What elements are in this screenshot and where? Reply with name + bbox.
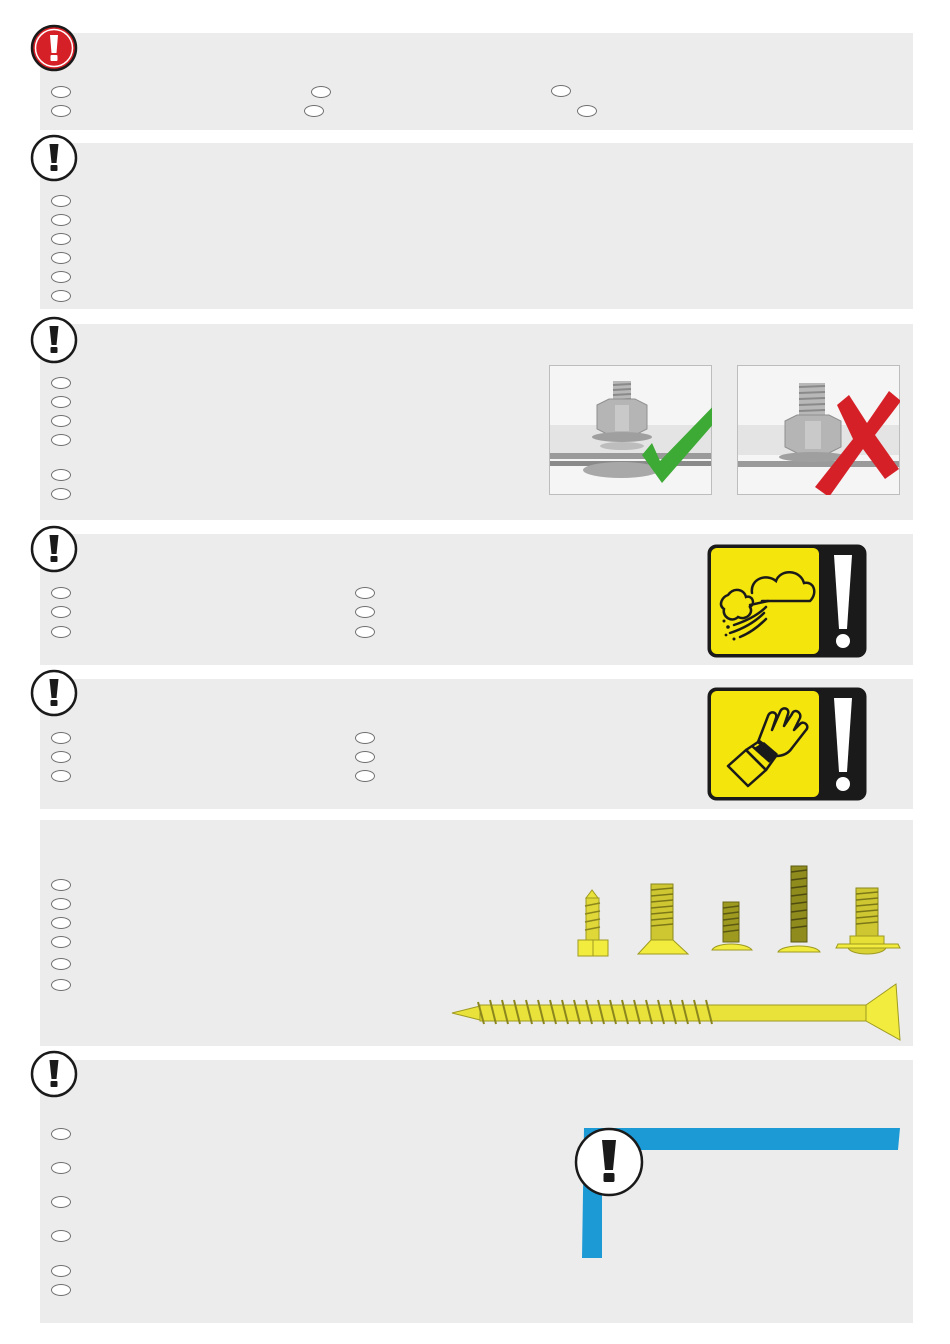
list-bullet <box>51 879 71 891</box>
list-bullet <box>51 434 71 446</box>
list-bullet <box>51 469 71 481</box>
warning-exclamation-icon <box>30 1050 78 1098</box>
list-bullet <box>51 86 71 98</box>
list-bullet <box>577 105 597 117</box>
gloves-required-sticker <box>706 686 868 802</box>
bolt-images <box>570 860 905 960</box>
danger-panel <box>40 33 913 130</box>
list-bullet <box>51 1128 71 1140</box>
list-bullet <box>51 396 71 408</box>
list-bullet <box>51 587 71 599</box>
warning-exclamation-icon <box>30 134 78 182</box>
nut-correct-image <box>549 365 712 495</box>
list-bullet <box>51 488 71 500</box>
list-bullet <box>51 751 71 763</box>
list-bullet <box>311 86 331 98</box>
list-bullet <box>51 732 71 744</box>
list-bullet <box>51 979 71 991</box>
list-bullet <box>51 233 71 245</box>
list-bullet <box>355 770 375 782</box>
list-bullet <box>551 85 571 97</box>
list-bullet <box>51 290 71 302</box>
list-bullet <box>51 898 71 910</box>
list-bullet <box>51 606 71 618</box>
list-bullet <box>51 770 71 782</box>
warning-exclamation-icon <box>30 669 78 717</box>
list-bullet <box>51 1196 71 1208</box>
list-bullet <box>304 105 324 117</box>
warning-panel-1 <box>40 143 913 309</box>
list-bullet <box>51 1284 71 1296</box>
list-bullet <box>51 214 71 226</box>
list-bullet <box>51 415 71 427</box>
warning-exclamation-icon <box>30 316 78 364</box>
list-bullet <box>51 271 71 283</box>
list-bullet <box>355 751 375 763</box>
danger-exclamation-icon <box>30 24 78 72</box>
list-bullet <box>355 732 375 744</box>
list-bullet <box>51 105 71 117</box>
list-bullet <box>51 195 71 207</box>
list-bullet <box>51 377 71 389</box>
list-bullet <box>51 626 71 638</box>
blue-corner-warning-image <box>572 1124 904 1262</box>
list-bullet <box>355 587 375 599</box>
warning-exclamation-icon <box>30 525 78 573</box>
list-bullet <box>51 936 71 948</box>
list-bullet <box>51 1265 71 1277</box>
list-bullet <box>51 958 71 970</box>
list-bullet <box>355 626 375 638</box>
list-bullet <box>51 1230 71 1242</box>
list-bullet <box>51 252 71 264</box>
list-bullet <box>51 917 71 929</box>
dust-hazard-sticker <box>706 543 868 659</box>
list-bullet <box>51 1162 71 1174</box>
long-wood-screw-image <box>450 982 905 1042</box>
list-bullet <box>355 606 375 618</box>
nut-incorrect-image <box>737 365 900 495</box>
